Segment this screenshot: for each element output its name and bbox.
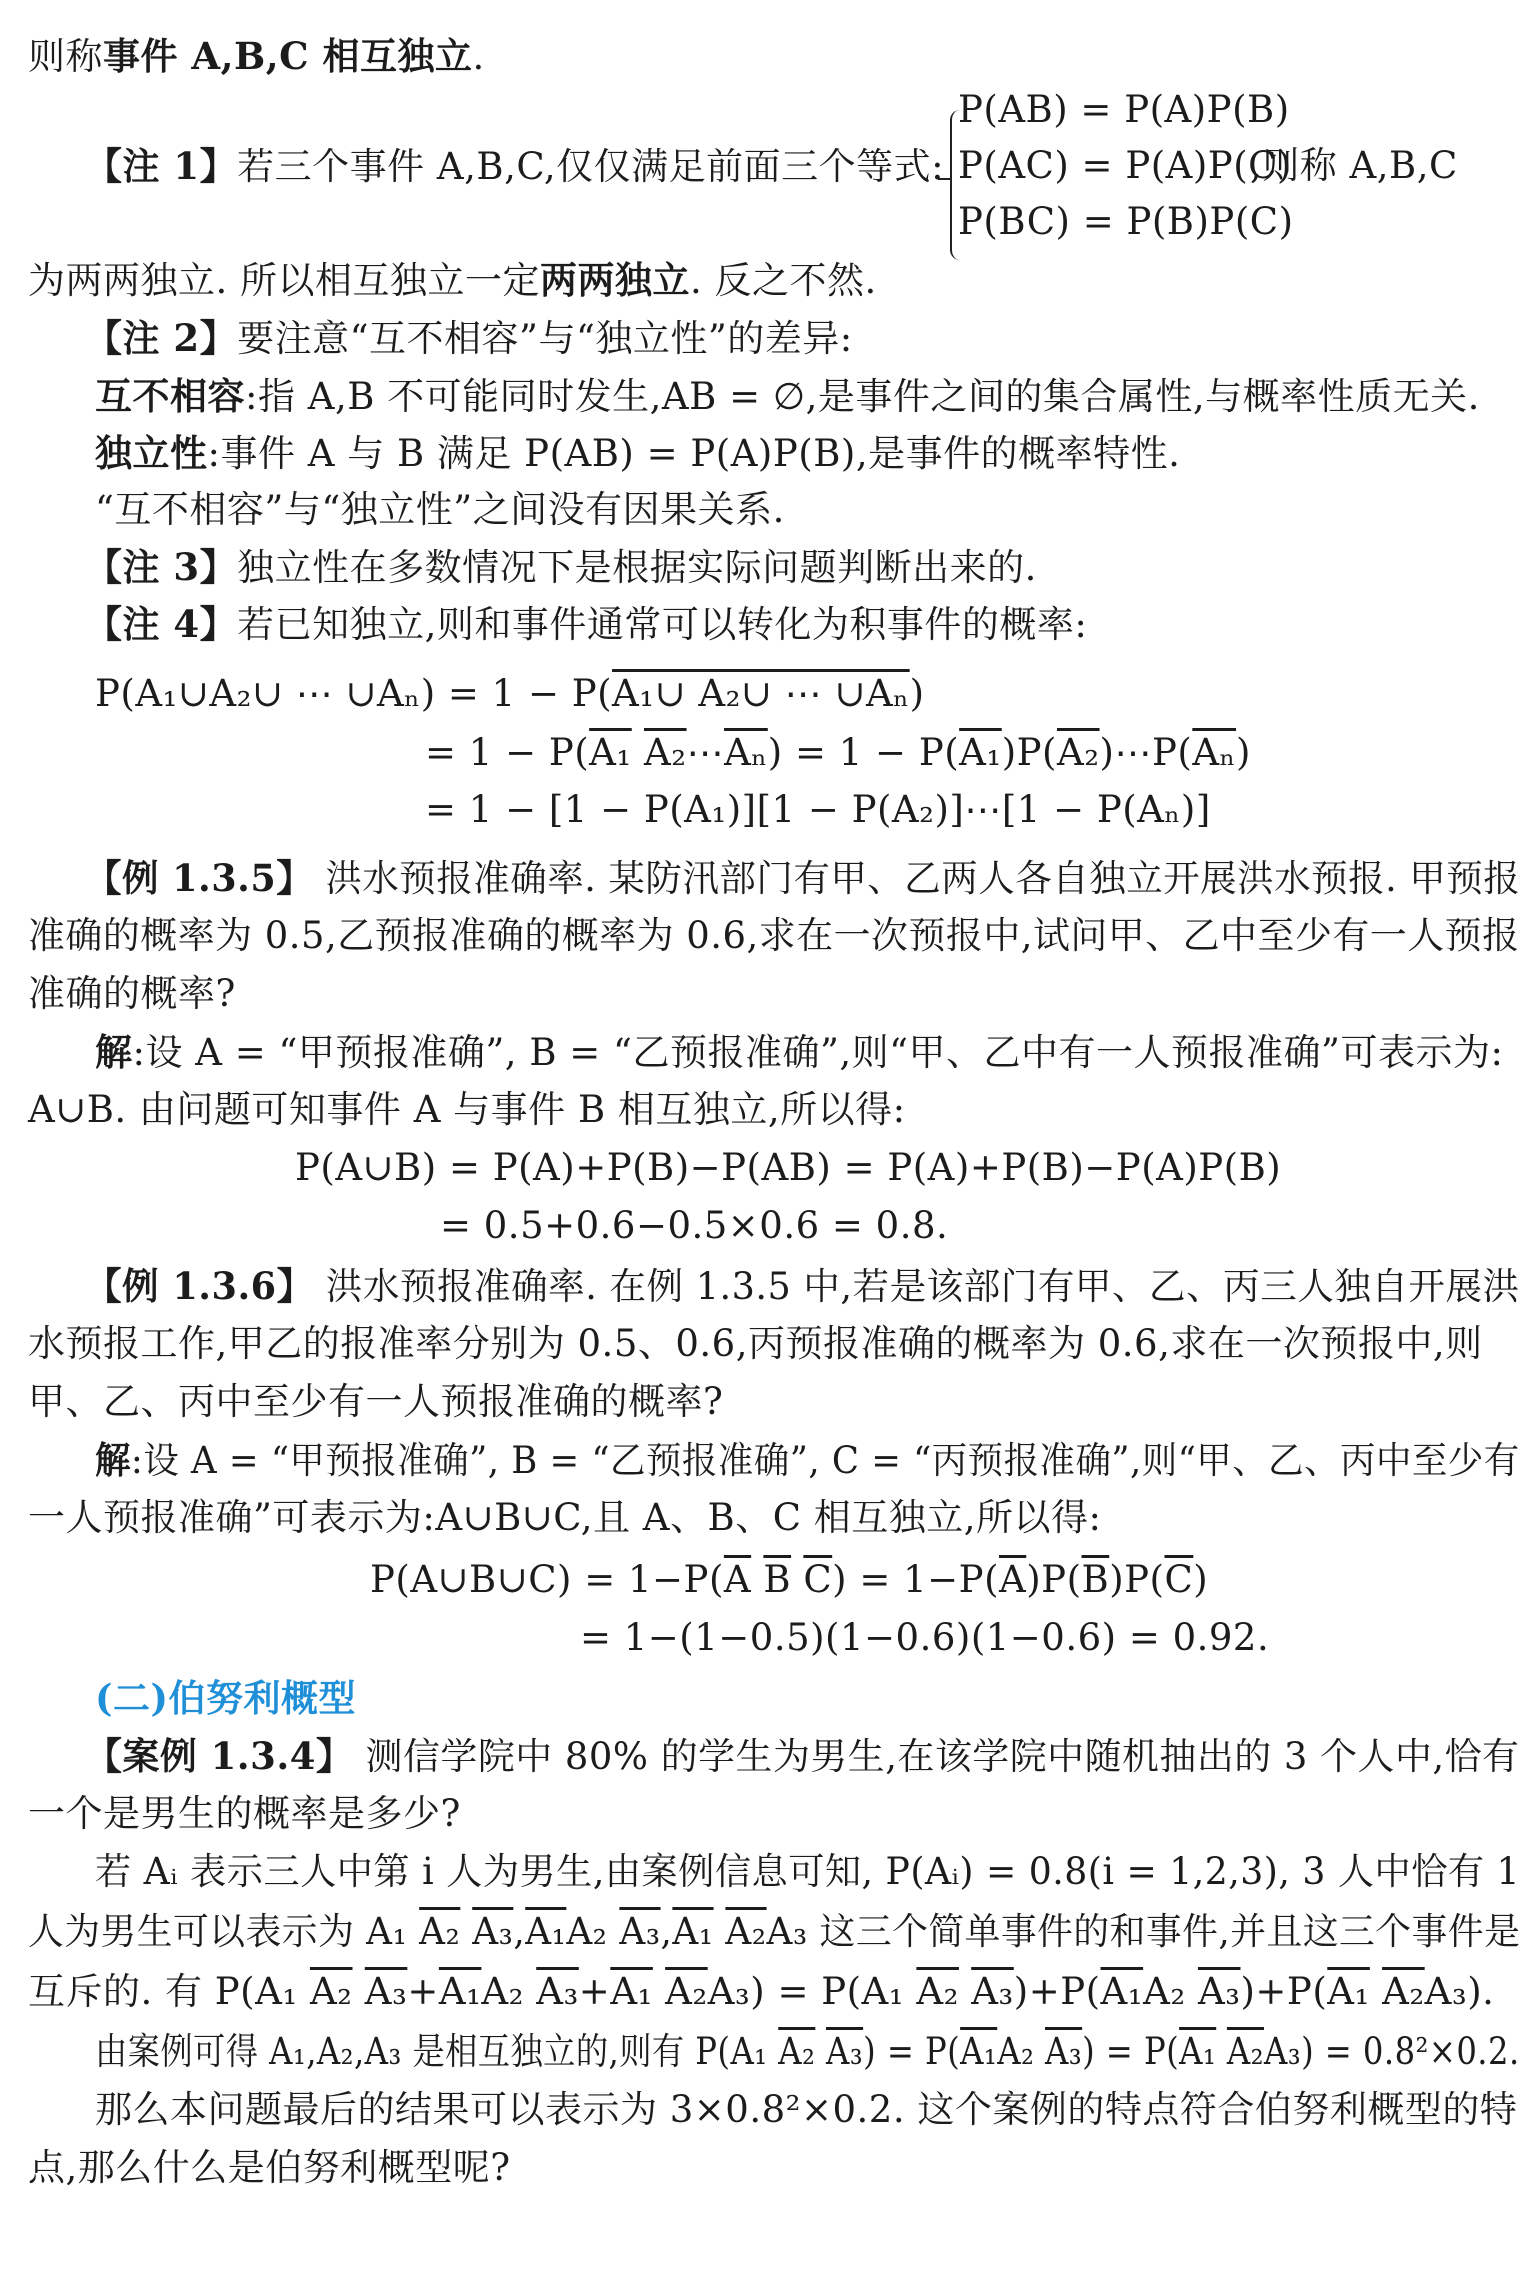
text-segment: + <box>578 1970 611 2013</box>
text-segment: :事件 A 与 B 满足 P(AB) = P(A)P(B),是事件的概率特性. <box>207 432 1181 475</box>
text-segment: 水预报工作,甲乙的报准率分别为 0.5、0.6,丙预报准确的概率为 0.6,求在一次预报中,则 <box>28 1322 1483 1365</box>
bold-term: 【案例 1.3.4】 <box>85 1734 354 1778</box>
text-segment <box>791 1558 803 1601</box>
complement-symbol: $\overline{A}$ <box>999 1558 1027 1601</box>
text-line-l14 <box>28 1908 1520 1956</box>
text-segment: 要注意“互不相容”与“独立性”的差异: <box>237 317 853 360</box>
text-segment: A₂ <box>1143 1970 1198 2013</box>
complement-symbol: A₂ <box>1056 731 1100 774</box>
complement-symbol: A₃ <box>1197 1970 1241 2013</box>
text-segment: ) = 1−P( <box>832 1558 1000 1601</box>
text-segment: 互斥的. 有 P(A₁ <box>28 1970 310 2013</box>
complement-symbol: A₂ <box>1226 2030 1264 2073</box>
complement-symbol: A₁ <box>438 1970 482 2013</box>
text-line-note4 <box>85 600 1087 649</box>
text-segment: 若三个事件 A,B,C,仅仅满足前面三个等式: <box>237 145 945 188</box>
text-segment: 准确的概率为 0.5,乙预报准确的概率为 0.6,求在一次预报中,试问甲、乙中至少有一人预报 <box>28 914 1520 957</box>
text-segment: 一个是男生的概率是多少? <box>28 1792 461 1835</box>
complement-symbol: A₁ <box>1100 1970 1144 2013</box>
text-segment: + <box>407 1970 439 2013</box>
text-line-l1 <box>28 32 485 81</box>
complement-symbol: A₂ <box>665 1970 708 2013</box>
complement-symbol: A₂ <box>644 731 687 774</box>
text-segment: A₃) = P(A₁ <box>707 1970 917 2013</box>
text-line-eq_ac <box>958 142 1292 190</box>
text-segment: A₂ <box>997 2030 1046 2073</box>
text-segment <box>632 731 644 774</box>
text-segment: 为两两独立. 所以相互独立一定 <box>28 259 541 302</box>
text-segment: P(A∪B∪C) = 1−P( <box>370 1558 724 1601</box>
text-segment: A₃). <box>1424 1970 1495 2013</box>
text-segment: 若已知独立,则和事件通常可以转化为积事件的概率: <box>237 603 1088 646</box>
bold-term: 【例 1.3.5】 <box>85 856 314 900</box>
text-line-f4 <box>295 1144 1281 1192</box>
complement-symbol: A₂ <box>725 1910 767 1953</box>
complement-symbol: A₃ <box>971 1970 1014 2013</box>
text-line-l10 <box>28 1378 723 1426</box>
bold-term: 【例 1.3.6】 <box>85 1264 314 1308</box>
text-segment <box>815 2030 826 2073</box>
bold-term: 事件 A,B,C 相互独立 <box>103 34 473 78</box>
text-segment: )P( <box>1001 731 1057 774</box>
text-segment: (二)伯努利概型 <box>95 1676 357 1720</box>
complement-symbol: $\overline{A}$ <box>723 1558 752 1601</box>
text-line-eq_bc <box>958 198 1294 246</box>
complement-symbol: A₁ <box>672 1910 714 1953</box>
text-segment: 准确的概率? <box>28 972 236 1015</box>
text-segment: :设 A = “甲预报准确”, B = “乙预报准确”,则“甲、乙中有一人预报准确”可表示为: <box>132 1031 1504 1074</box>
text-line-l9 <box>28 1320 1483 1368</box>
text-segment <box>460 1910 472 1953</box>
complement-symbol: A₃ <box>619 1910 661 1953</box>
text-line-f1 <box>95 670 925 718</box>
complement-symbol: A₂ <box>916 1970 959 2013</box>
text-line-eq_ab <box>958 86 1290 134</box>
text-line-l7 <box>28 970 236 1018</box>
text-line-f6 <box>370 1556 1208 1604</box>
text-segment: )+P( <box>1240 1970 1328 2013</box>
text-segment: = 1−(1−0.5)(1−0.6)(1−0.6) = 0.92. <box>580 1616 1270 1659</box>
text-line-l18 <box>28 2144 511 2192</box>
text-segment: P(A∪B) = P(A)+P(B)−P(AB) = P(A)+P(B)−P(A)P(B) <box>295 1146 1282 1189</box>
text-line-note1 <box>85 142 944 191</box>
complement-symbol: A₂ <box>1382 1970 1425 2013</box>
text-segment: :指 A,B 不可能同时发生,AB = ∅,是事件之间的集合属性,与概率性质无关. <box>245 375 1480 418</box>
text-segment: 若 Aᵢ 表示三人中第 i 人为男生,由案例信息可知, P(Aᵢ) = 0.8(i = 1,2,3), 3 人中恰有 1 <box>95 1850 1521 1893</box>
text-line-ex136 <box>85 1262 1520 1311</box>
complement-symbol: A₃ <box>472 1910 514 1953</box>
text-segment: A₂ <box>481 1970 537 2013</box>
complement-symbol: A₃ <box>1045 2030 1083 2073</box>
text-segment <box>653 1970 665 2013</box>
text-line-l11 <box>28 1494 1102 1542</box>
text-segment: 那么本问题最后的结果可以表示为 3×0.8²×0.2. 这个案例的特点符合伯努利概型的特 <box>95 2088 1518 2131</box>
complement-symbol: $\overline{A_n}$ <box>724 731 768 774</box>
text-line-l2 <box>28 256 877 305</box>
text-segment: 则称 <box>28 35 103 78</box>
text-line-note3 <box>85 543 1037 592</box>
complement-symbol: $\overline{C}$ <box>1164 1558 1194 1601</box>
complement-symbol: A₁ <box>1179 2030 1217 2073</box>
complement-symbol: A₂ <box>778 2030 816 2073</box>
text-segment <box>751 1558 763 1601</box>
bold-term: 【注 2】 <box>85 316 238 360</box>
complement-symbol: A₃ <box>826 2030 864 2073</box>
text-line-l4 <box>95 429 1180 478</box>
text-segment: A₃) = 0.8²×0.2. <box>1263 2030 1520 2073</box>
text-segment: . <box>472 35 485 78</box>
text-segment: )P( <box>1109 1558 1165 1601</box>
text-segment: 甲、乙、丙中至少有一人预报准确的概率? <box>28 1380 724 1423</box>
text-segment: 独立性在多数情况下是根据实际问题判断出来的. <box>237 546 1037 589</box>
text-segment <box>353 1970 365 2013</box>
text-segment: ,则称 A,B,C <box>1250 144 1458 187</box>
complement-symbol: A₁ <box>960 2030 998 2073</box>
text-segment: 洪水预报准确率. 某防汛部门有甲、乙两人各自独立开展洪水预报. 甲预报 <box>313 857 1521 900</box>
text-segment: , <box>660 1910 673 1953</box>
text-segment <box>714 1910 726 1953</box>
text-line-l17 <box>95 2086 1517 2134</box>
text-line-l12 <box>28 1790 461 1838</box>
text-segment: A∪B. 由问题可知事件 A 与事件 B 相互独立,所以得: <box>28 1088 906 1131</box>
text-line-ex135 <box>85 854 1520 903</box>
text-segment: , <box>513 1910 526 1953</box>
text-line-sol2 <box>95 1436 1520 1485</box>
text-line-f5 <box>440 1202 948 1250</box>
bold-term: 两两独立 <box>540 258 691 302</box>
bold-term: 【注 1】 <box>85 144 238 188</box>
complement-symbol: $\overline{B}$ <box>763 1558 792 1601</box>
text-segment: P(AB) = P(A)P(B) <box>958 88 1290 131</box>
text-segment: “互不相容”与“独立性”之间没有因果关系. <box>95 488 785 531</box>
text-segment: P(A₁∪A₂∪ ⋯ ∪Aₙ) = 1 − P( <box>95 672 613 715</box>
text-line-l6 <box>28 912 1520 960</box>
text-segment: ) = 1 − P( <box>767 731 960 774</box>
text-line-f7 <box>580 1614 1269 1662</box>
complement-symbol: A₁ <box>959 731 1002 774</box>
complement-symbol: $\overline{B}$ <box>1081 1558 1110 1601</box>
text-segment: A₂ <box>566 1910 620 1953</box>
text-line-l5 <box>95 486 785 534</box>
text-line-l3 <box>95 372 1480 421</box>
text-segment: 测信学院中 80% 的学生为男生,在该学院中随机抽出的 3 个人中,恰有 <box>353 1735 1520 1778</box>
text-segment <box>1370 1970 1382 2013</box>
text-segment: :设 A = “甲预报准确”, B = “乙预报准确”, C = “丙预报准确”,则“甲、乙、丙中至少有 <box>130 1439 1520 1482</box>
text-segment: 洪水预报准确率. 在例 1.3.5 中,若是该部门有甲、乙、丙三人独自开展洪 <box>313 1265 1520 1308</box>
text-segment <box>959 1970 971 2013</box>
complement-symbol: A₂ <box>419 1910 461 1953</box>
text-segment: = 1 − [1 − P(A₁)][1 − P(A₂)]⋯[1 − P(Aₙ)] <box>425 788 1211 831</box>
complement-symbol: $\overline{C}$ <box>803 1558 833 1601</box>
complement-symbol: A₃ <box>364 1970 408 2013</box>
bold-term: 解 <box>95 1438 131 1482</box>
text-line-note2 <box>85 314 853 363</box>
text-segment: A₃ 这三个简单事件的和事件,并且这三个事件是 <box>766 1910 1521 1953</box>
text-segment: ) <box>909 672 925 715</box>
complement-symbol: A₁ <box>610 1970 653 2013</box>
text-segment: ⋯ <box>686 731 725 774</box>
text-segment: )P( <box>1026 1558 1082 1601</box>
text-segment <box>1216 2030 1227 2073</box>
text-segment: = 0.5+0.6−0.5×0.6 = 0.8. <box>440 1204 949 1247</box>
bold-term: 【注 3】 <box>85 545 238 589</box>
text-segment: 点,那么什么是伯努利概型呢? <box>28 2146 511 2189</box>
complement-symbol: A₁∪ A₂∪ ⋯ ∪Aₙ <box>612 672 910 715</box>
text-line-l13 <box>95 1848 1520 1896</box>
text-line-l8 <box>28 1086 906 1134</box>
text-segment: )+P( <box>1013 1970 1101 2013</box>
text-line-l15 <box>28 1968 1494 2016</box>
complement-symbol: A₁ <box>525 1910 567 1953</box>
complement-symbol: $\overline{A_n}$ <box>1192 731 1237 774</box>
text-line-sec2 <box>95 1674 356 1722</box>
text-line-f3 <box>425 786 1211 834</box>
text-segment: ) = P( <box>1082 2030 1180 2073</box>
text-segment: 人为男生可以表示为 A₁ <box>28 1910 420 1953</box>
text-line-l16 <box>95 2028 1520 2076</box>
bold-term: 独立性 <box>95 431 208 475</box>
complement-symbol: A₁ <box>1327 1970 1370 2013</box>
text-line-note1_tail <box>1250 142 1458 190</box>
text-segment: ) <box>1193 1558 1209 1601</box>
text-line-f2 <box>425 729 1251 777</box>
bold-term: 【注 4】 <box>85 602 238 646</box>
complement-symbol: A₃ <box>536 1970 579 2013</box>
text-line-case134 <box>85 1732 1519 1781</box>
text-segment: ) <box>1236 731 1251 774</box>
text-line-sol1 <box>95 1028 1503 1077</box>
bold-term: 互不相容 <box>95 374 245 418</box>
text-segment: = 1 − P( <box>425 731 590 774</box>
text-segment: 由案例可得 A₁,A₂,A₃ 是相互独立的,则有 P(A₁ <box>95 2030 779 2073</box>
text-segment: 一人预报准确”可表示为:A∪B∪C,且 A、B、C 相互独立,所以得: <box>28 1496 1102 1539</box>
complement-symbol: A₂ <box>309 1970 353 2013</box>
text-segment: )⋯P( <box>1099 731 1193 774</box>
text-segment: ) = P( <box>863 2030 961 2073</box>
text-segment: P(BC) = P(B)P(C) <box>958 200 1294 243</box>
complement-symbol: A₁ <box>589 731 632 774</box>
bold-term: 解 <box>95 1030 133 1074</box>
text-segment: . 反之不然. <box>690 259 877 302</box>
text-segment: P(AC) = P(A)P(C) <box>958 144 1292 187</box>
